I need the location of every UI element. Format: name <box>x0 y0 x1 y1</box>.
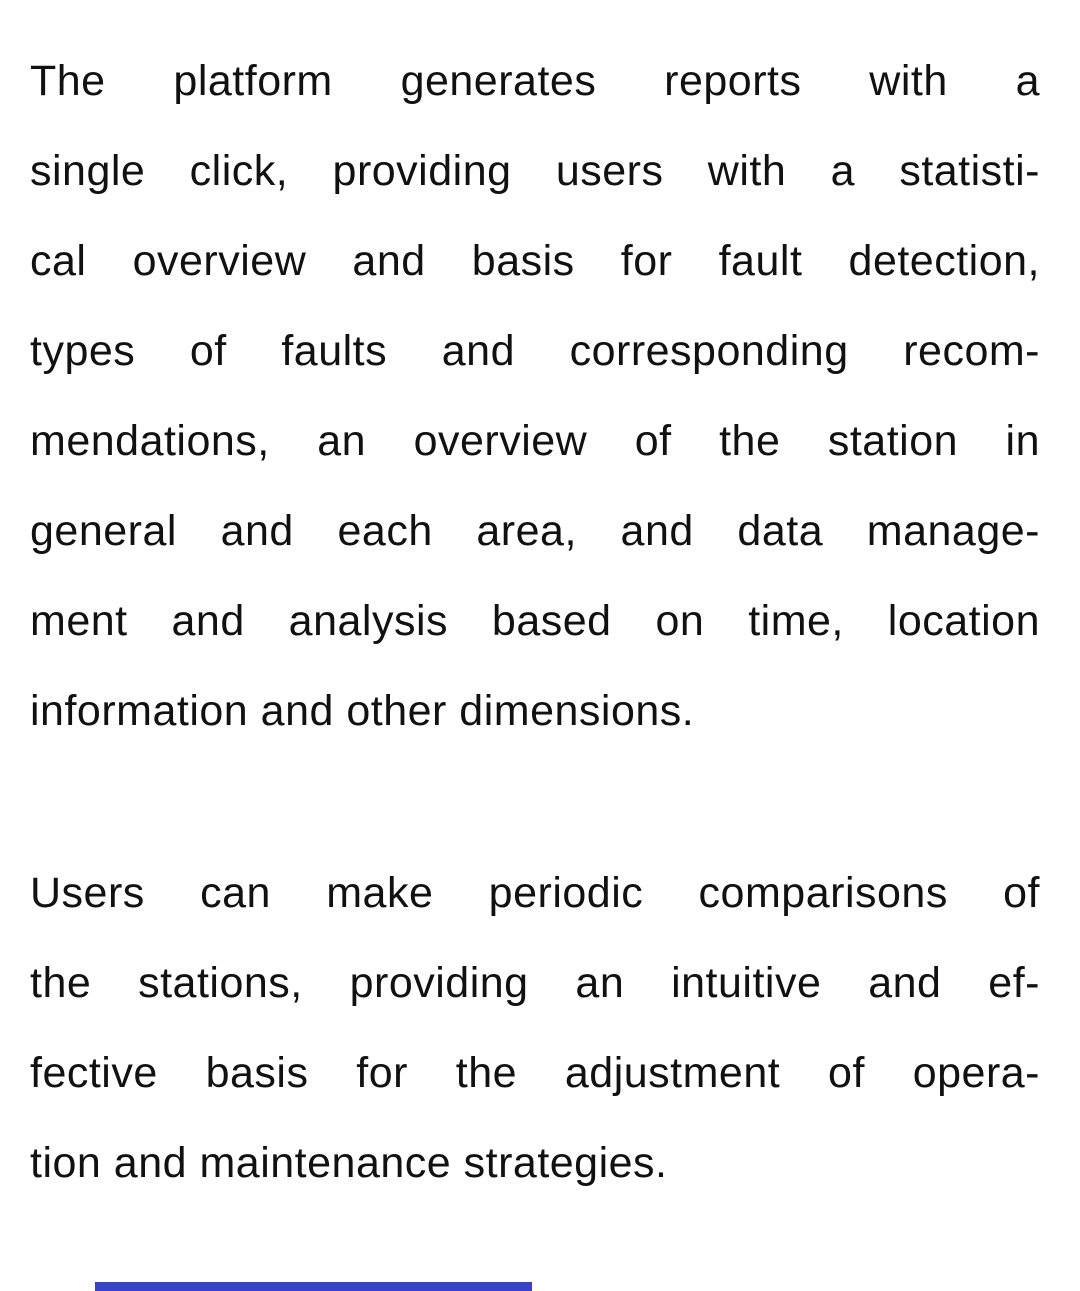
paragraph-line: types of faults and corresponding recom- <box>30 327 1040 375</box>
paragraph-line: the stations, providing an intuitive and ef- <box>30 959 1040 1007</box>
paragraph-line: general and each area, and data manage- <box>30 507 1040 555</box>
paragraph-line: information and other dimensions. <box>30 687 695 735</box>
paragraph-line: ment and analysis based on time, location <box>30 597 1040 645</box>
loading-progress-bar <box>95 1282 532 1291</box>
paragraph-line: mendations, an overview of the station in <box>30 417 1040 465</box>
paragraph-1 <box>30 36 1040 756</box>
paragraph-line: cal overview and basis for fault detection, <box>30 237 1040 285</box>
paragraph-2 <box>30 848 1040 1208</box>
paragraph-line: tion and maintenance strategies. <box>30 1139 668 1187</box>
paragraph-line: single click, providing users with a statisti- <box>30 147 1040 195</box>
paragraph-line: The platform generates reports with a <box>30 57 1040 105</box>
paragraph-line: Users can make periodic comparisons of <box>30 869 1040 917</box>
paragraph-line: fective basis for the adjustment of opera- <box>30 1049 1040 1097</box>
